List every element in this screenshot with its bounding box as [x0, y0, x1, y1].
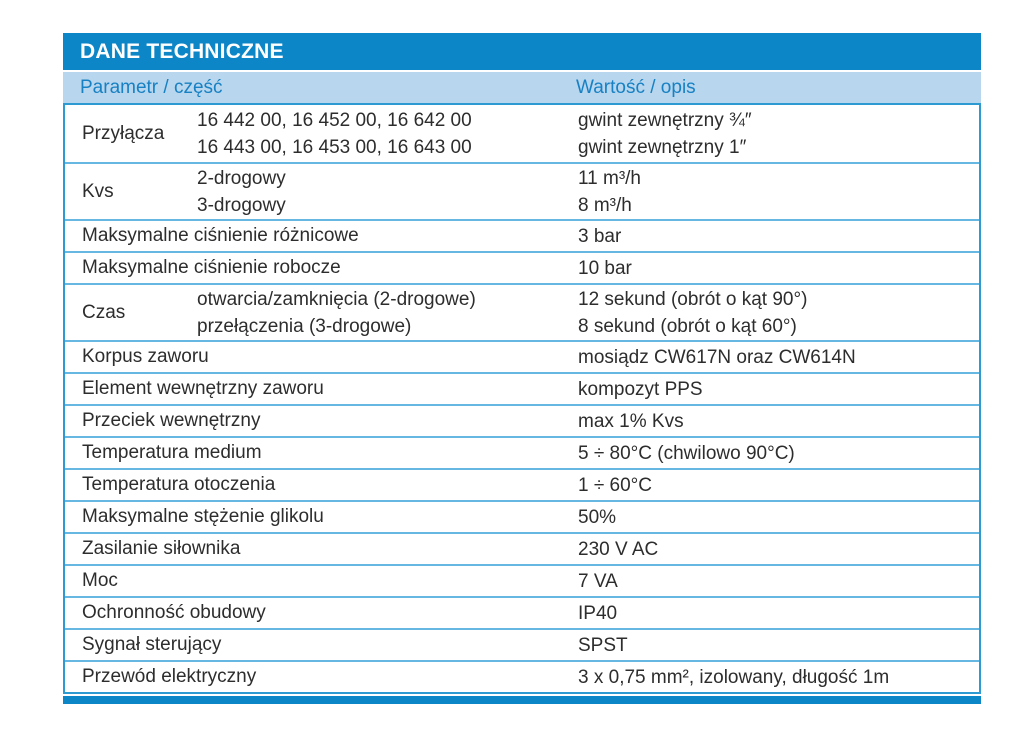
subparameter-cell: [197, 221, 578, 251]
table-row: [65, 162, 979, 219]
value-line: 230 V AC: [578, 538, 659, 560]
value-cell: [578, 630, 979, 660]
value-line: 50%: [578, 506, 617, 528]
subparameter-cell: [197, 470, 578, 500]
parameter-cell: Moc: [82, 570, 118, 591]
value-line: max 1% Kvs: [578, 410, 684, 432]
subparameter-line: 2-drogowy: [197, 167, 286, 189]
table-body: [63, 103, 981, 694]
table-row: [65, 500, 979, 532]
parameter-cell: Przewód elektryczny: [82, 666, 257, 687]
parameter-cell: Przeciek wewnętrzny: [82, 410, 261, 431]
subparameter-cell: [197, 438, 578, 468]
value-line: gwint zewnętrzny 1″: [578, 136, 747, 158]
subparameter-cell: [197, 630, 578, 660]
table-row: [65, 596, 979, 628]
subparameter-line: 16 443 00, 16 453 00, 16 643 00: [197, 136, 472, 158]
value-cell: [578, 662, 979, 692]
table-title-bar: [63, 33, 981, 70]
table-row: [65, 219, 979, 251]
subparameter-cell: [197, 566, 578, 596]
value-cell: [578, 221, 979, 251]
table-row: [65, 436, 979, 468]
value-cell: [578, 438, 979, 468]
value-cell: [578, 164, 979, 219]
subparameter-cell: [197, 406, 578, 436]
column-header-parameter: Parametr / część: [80, 76, 223, 98]
parameter-cell: Maksymalne ciśnienie różnicowe: [82, 225, 359, 246]
value-line: 7 VA: [578, 570, 618, 592]
value-line: 11 m³/h: [578, 167, 642, 189]
table-row: [65, 105, 979, 162]
value-line: kompozyt PPS: [578, 378, 703, 400]
subparameter-line: otwarcia/zamknięcia (2-drogowe): [197, 288, 476, 310]
value-cell: [578, 285, 979, 340]
table-title: DANE TECHNICZNE: [80, 39, 284, 63]
table-row: [65, 404, 979, 436]
subparameter-cell: [197, 662, 578, 692]
subparameter-cell: [197, 164, 578, 219]
value-cell: [578, 470, 979, 500]
table-row: [65, 660, 979, 692]
table-row: [65, 564, 979, 596]
table-bottom-accent-bar: [63, 696, 981, 704]
value-cell: [578, 566, 979, 596]
table-row: [65, 283, 979, 340]
parameter-cell: Temperatura medium: [82, 442, 262, 463]
value-line: IP40: [578, 602, 618, 624]
table-row: [65, 340, 979, 372]
value-cell: [578, 406, 979, 436]
subparameter-line: przełączenia (3-drogowe): [197, 315, 412, 337]
subparameter-line: 16 442 00, 16 452 00, 16 642 00: [197, 109, 472, 131]
subparameter-line: 3-drogowy: [197, 194, 286, 216]
table-row: [65, 372, 979, 404]
subparameter-cell: [197, 374, 578, 404]
subparameter-cell: [197, 534, 578, 564]
value-line: 1 ÷ 60°C: [578, 474, 653, 496]
subparameter-cell: [197, 253, 578, 283]
table-row: [65, 468, 979, 500]
subparameter-cell: [197, 105, 578, 162]
value-cell: [578, 253, 979, 283]
table-row: [65, 532, 979, 564]
parameter-cell: Element wewnętrzny zaworu: [82, 378, 324, 399]
column-header-value: Wartość / opis: [576, 76, 696, 98]
value-line: SPST: [578, 634, 628, 656]
value-line: 8 sekund (obrót o kąt 60°): [578, 315, 797, 337]
column-header-row: [63, 72, 981, 103]
parameter-cell: Temperatura otoczenia: [82, 474, 276, 495]
parameter-cell: Czas: [82, 301, 126, 323]
parameter-cell: Przyłącza: [82, 122, 165, 144]
value-cell: [578, 342, 979, 372]
subparameter-cell: [197, 342, 578, 372]
value-line: mosiądz CW617N oraz CW614N: [578, 346, 856, 368]
value-line: 5 ÷ 80°C (chwilowo 90°C): [578, 442, 795, 464]
value-cell: [578, 598, 979, 628]
value-line: 10 bar: [578, 257, 632, 279]
parameter-cell: Kvs: [82, 180, 114, 202]
value-line: 3 x 0,75 mm², izolowany, długość 1m: [578, 666, 890, 688]
parameter-cell: Zasilanie siłownika: [82, 538, 241, 559]
value-line: gwint zewnętrzny ¾″: [578, 109, 752, 131]
parameter-cell: Maksymalne stężenie glikolu: [82, 506, 324, 527]
table-row: [65, 251, 979, 283]
value-line: 3 bar: [578, 225, 622, 247]
subparameter-cell: [197, 285, 578, 340]
parameter-cell: Ochronność obudowy: [82, 602, 266, 623]
parameter-cell: Sygnał sterujący: [82, 634, 222, 655]
value-line: 8 m³/h: [578, 194, 632, 216]
value-line: 12 sekund (obrót o kąt 90°): [578, 288, 808, 310]
value-cell: [578, 374, 979, 404]
table-row: [65, 628, 979, 660]
value-cell: [578, 534, 979, 564]
technical-data-table: [63, 33, 981, 704]
subparameter-cell: [197, 598, 578, 628]
parameter-cell: Korpus zaworu: [82, 346, 209, 367]
subparameter-cell: [197, 502, 578, 532]
value-cell: [578, 502, 979, 532]
parameter-cell: Maksymalne ciśnienie robocze: [82, 257, 341, 278]
value-cell: [578, 105, 979, 162]
